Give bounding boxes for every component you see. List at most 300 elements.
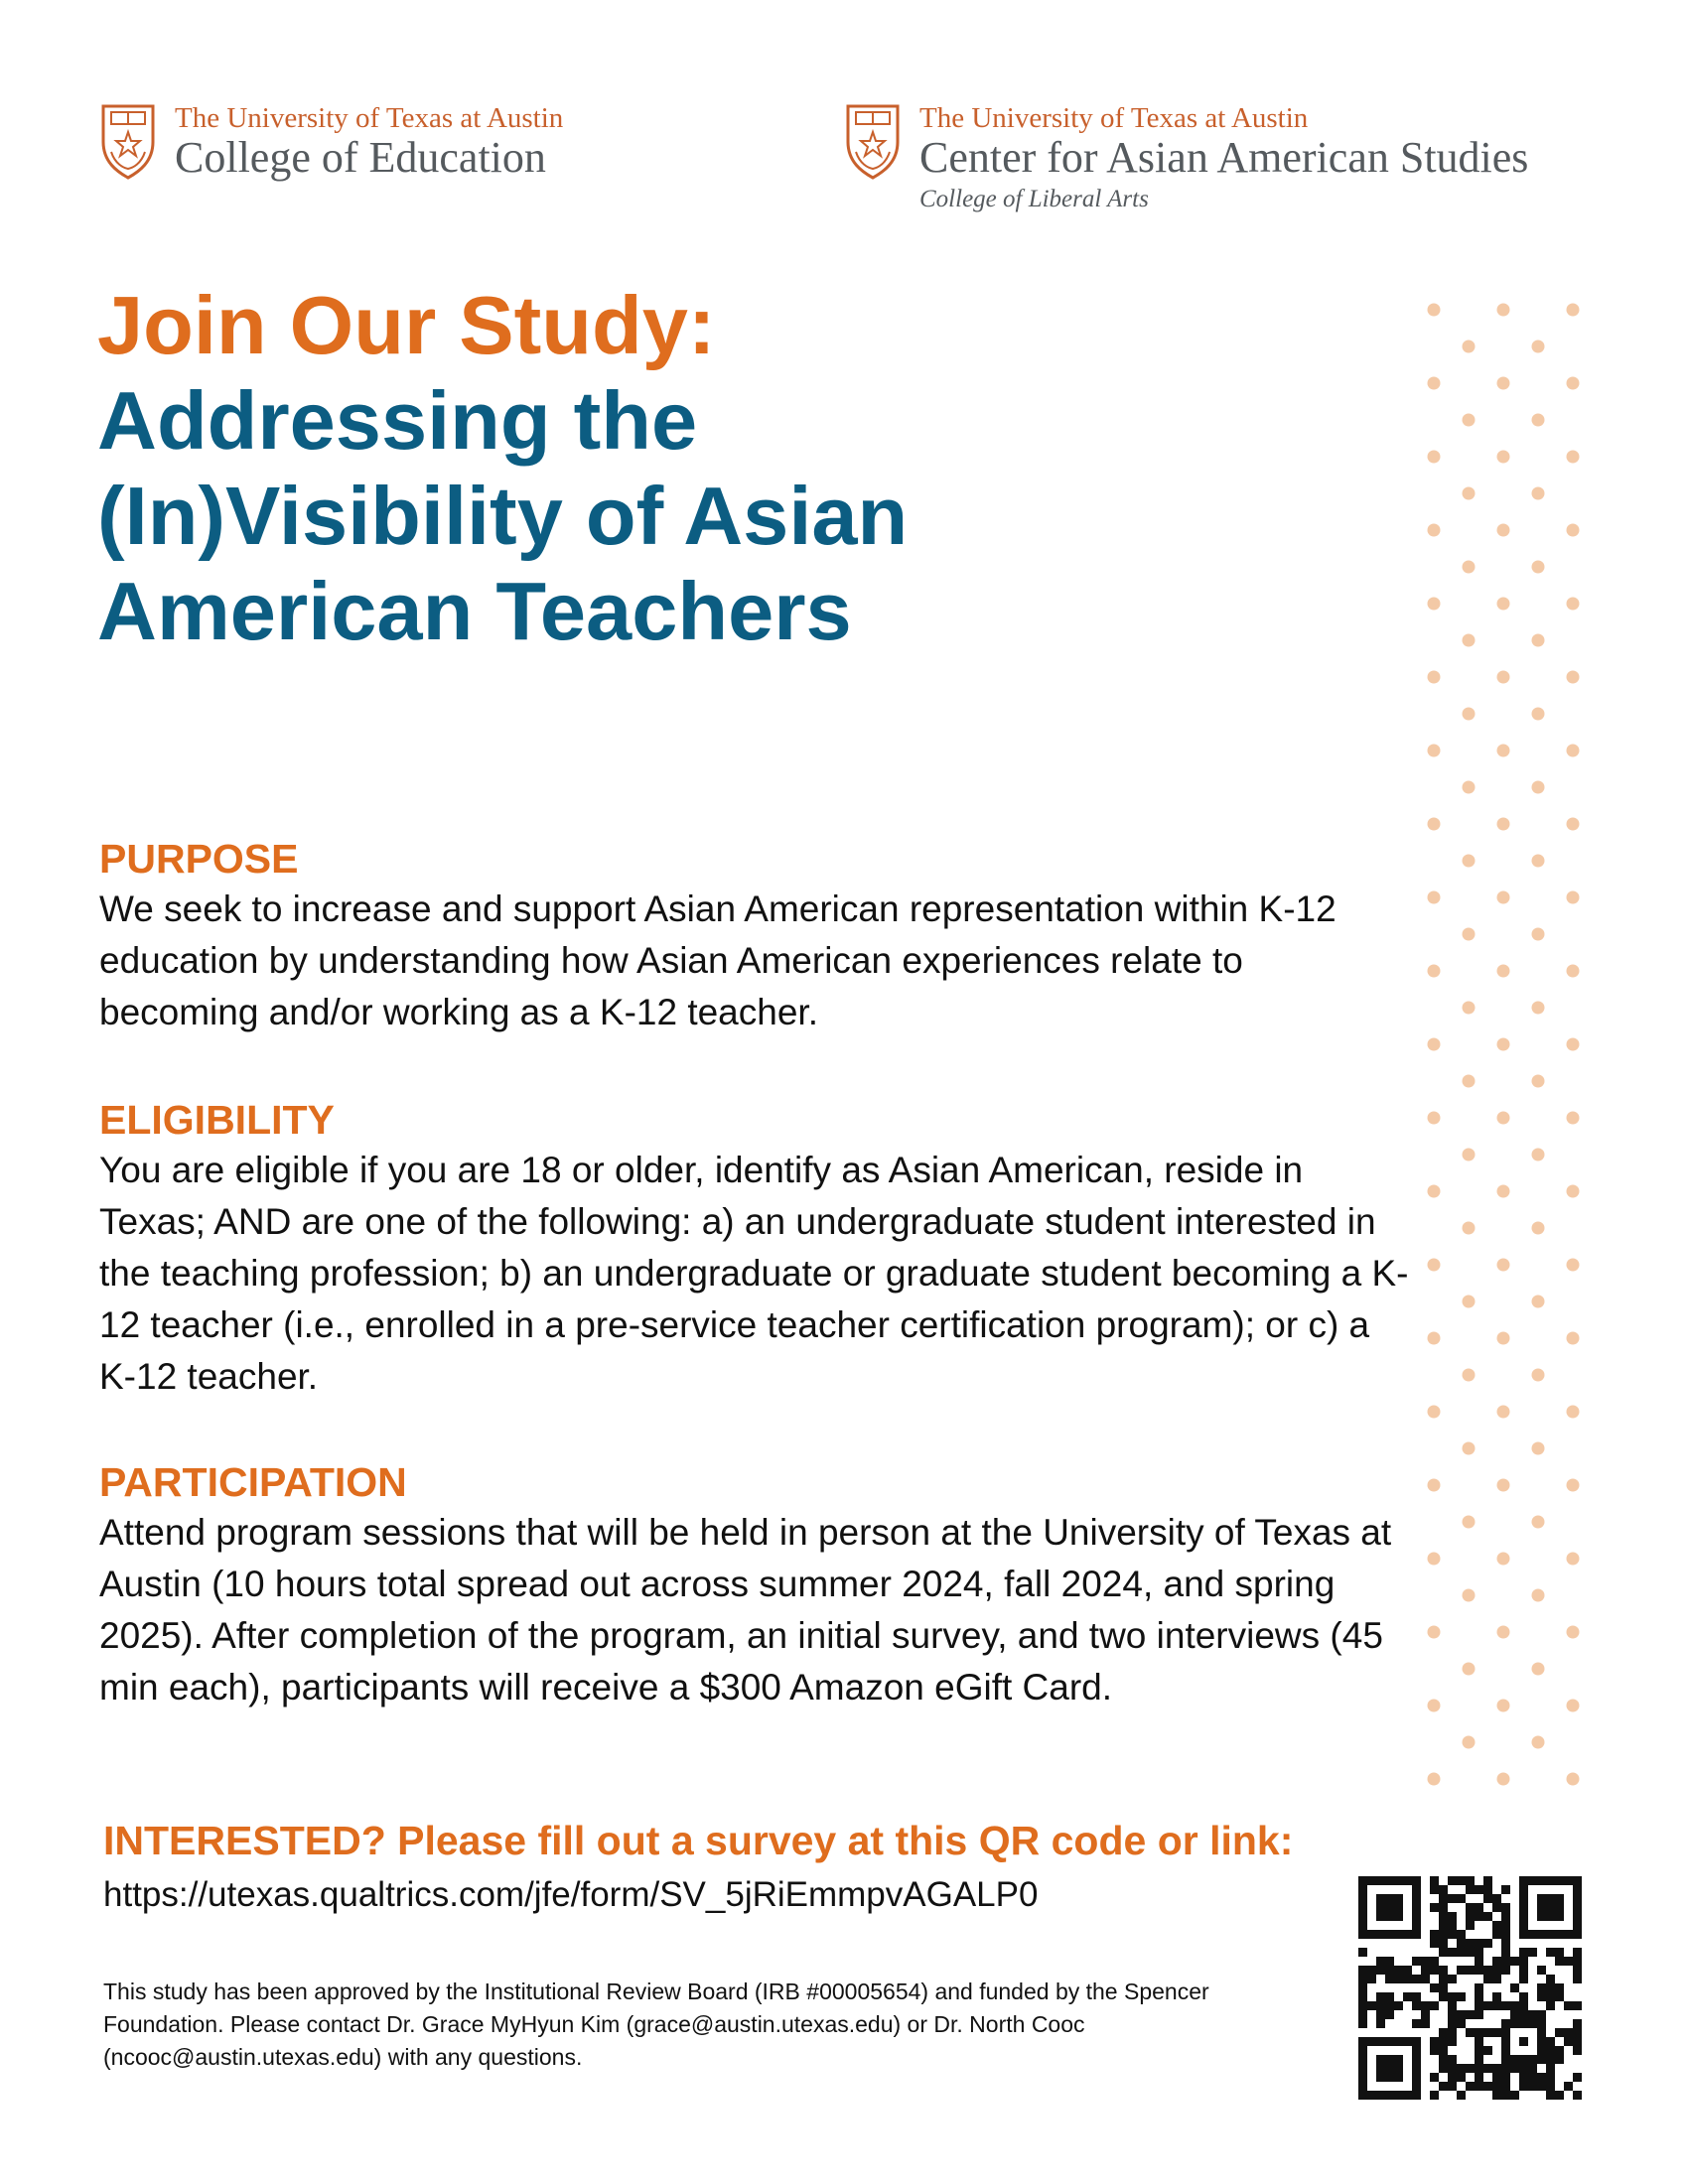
qr-module bbox=[1448, 1912, 1457, 1921]
qr-module bbox=[1475, 1885, 1483, 1894]
qr-module bbox=[1492, 1921, 1501, 1930]
ut-seal-icon bbox=[844, 102, 902, 180]
qr-module bbox=[1573, 2019, 1582, 2028]
decorative-dot bbox=[1567, 451, 1580, 464]
decorative-dot bbox=[1428, 1406, 1441, 1419]
logo-college-name: College of Education bbox=[175, 133, 546, 182]
qr-module bbox=[1439, 2028, 1448, 2037]
decorative-dot bbox=[1567, 1038, 1580, 1051]
decorative-dot bbox=[1463, 708, 1476, 721]
qr-module bbox=[1412, 1957, 1421, 1966]
qr-module bbox=[1430, 1939, 1439, 1948]
qr-module bbox=[1466, 1966, 1475, 1975]
qr-module bbox=[1555, 2055, 1564, 2064]
qr-module bbox=[1358, 1966, 1367, 1975]
qr-module bbox=[1573, 2028, 1582, 2037]
decorative-dot bbox=[1463, 1736, 1476, 1749]
logo-university-name: The University of Texas at Austin bbox=[919, 102, 1309, 134]
qr-module bbox=[1412, 1975, 1421, 1983]
qr-module bbox=[1439, 1921, 1448, 1930]
decorative-dot bbox=[1532, 1222, 1545, 1235]
interested-callout bbox=[103, 1815, 1344, 1921]
qr-module bbox=[1376, 1992, 1385, 2001]
qr-module bbox=[1448, 2001, 1457, 2010]
qr-module bbox=[1483, 1975, 1492, 1983]
qr-module bbox=[1448, 2010, 1457, 2019]
decorative-dot bbox=[1463, 1663, 1476, 1676]
decorative-dot-pattern bbox=[1420, 298, 1589, 1807]
qr-module bbox=[1385, 2010, 1394, 2019]
qr-module bbox=[1501, 1939, 1510, 1948]
qr-module bbox=[1439, 1992, 1448, 2001]
qr-module bbox=[1546, 1992, 1555, 2001]
decorative-dot bbox=[1428, 818, 1441, 831]
qr-module bbox=[1421, 1975, 1430, 1983]
qr-module bbox=[1573, 1948, 1582, 1957]
qr-module bbox=[1492, 1903, 1501, 1912]
decorative-dot bbox=[1567, 598, 1580, 611]
decorative-dot bbox=[1567, 1406, 1580, 1419]
qr-module bbox=[1573, 2001, 1582, 2010]
qr-module bbox=[1555, 2091, 1564, 2100]
qr-module bbox=[1519, 1966, 1528, 1975]
qr-module bbox=[1537, 2010, 1546, 2019]
qr-module bbox=[1403, 1992, 1412, 2001]
qr-module bbox=[1501, 2091, 1510, 2100]
qr-module bbox=[1439, 1903, 1448, 1912]
decorative-dot bbox=[1497, 1185, 1510, 1198]
logo-college-of-liberal-arts: College of Liberal Arts bbox=[919, 186, 1149, 212]
qr-module bbox=[1430, 2001, 1439, 2010]
decorative-dot bbox=[1428, 598, 1441, 611]
title-line-4: American Teachers bbox=[97, 565, 852, 657]
qr-module bbox=[1501, 2073, 1510, 2082]
qr-module bbox=[1376, 2001, 1385, 2010]
qr-module bbox=[1430, 1930, 1439, 1939]
qr-module bbox=[1510, 1983, 1519, 1992]
qr-module bbox=[1466, 1903, 1475, 1912]
qr-module bbox=[1457, 2019, 1466, 2028]
qr-module bbox=[1510, 2091, 1519, 2100]
qr-module bbox=[1430, 1885, 1439, 1894]
qr-module bbox=[1483, 2082, 1492, 2091]
qr-module bbox=[1448, 1921, 1457, 1930]
qr-module bbox=[1492, 2073, 1501, 2082]
decorative-dot bbox=[1532, 708, 1545, 721]
qr-module bbox=[1573, 1975, 1582, 1983]
qr-module bbox=[1457, 1894, 1466, 1903]
qr-module bbox=[1439, 1894, 1448, 1903]
qr-finder-pattern bbox=[1537, 1894, 1564, 1921]
qr-module bbox=[1510, 2010, 1519, 2019]
qr-module bbox=[1475, 2055, 1483, 2064]
decorative-dot bbox=[1463, 1002, 1476, 1015]
qr-module bbox=[1448, 1975, 1457, 1983]
qr-finder-pattern bbox=[1376, 2055, 1403, 2082]
qr-module bbox=[1546, 2082, 1555, 2091]
qr-module bbox=[1537, 1983, 1546, 1992]
decorative-dot bbox=[1497, 1553, 1510, 1566]
decorative-dot bbox=[1497, 1112, 1510, 1125]
qr-module bbox=[1394, 1966, 1403, 1975]
qr-module bbox=[1376, 1966, 1385, 1975]
qr-module bbox=[1475, 1992, 1483, 2001]
decorative-dot bbox=[1497, 598, 1510, 611]
qr-module bbox=[1421, 2019, 1430, 2028]
qr-module bbox=[1475, 1948, 1483, 1957]
qr-module bbox=[1555, 2028, 1564, 2037]
decorative-dot bbox=[1532, 1736, 1545, 1749]
decorative-dot bbox=[1567, 1553, 1580, 1566]
qr-module bbox=[1564, 2001, 1573, 2010]
qr-module bbox=[1448, 1876, 1457, 1885]
decorative-dot bbox=[1497, 451, 1510, 464]
qr-module bbox=[1448, 2073, 1457, 2082]
decorative-dot bbox=[1463, 1516, 1476, 1529]
qr-module bbox=[1439, 1983, 1448, 1992]
qr-module bbox=[1573, 2073, 1582, 2082]
decorative-dot bbox=[1532, 487, 1545, 500]
decorative-dot bbox=[1532, 1516, 1545, 1529]
qr-module bbox=[1430, 2037, 1439, 2046]
qr-module bbox=[1546, 2037, 1555, 2046]
qr-module bbox=[1376, 1957, 1385, 1966]
qr-module bbox=[1483, 1876, 1492, 1885]
qr-module bbox=[1376, 2019, 1385, 2028]
decorative-dot bbox=[1497, 1773, 1510, 1786]
qr-module bbox=[1421, 2001, 1430, 2010]
qr-module bbox=[1501, 1885, 1510, 1894]
qr-module bbox=[1519, 2010, 1528, 2019]
decorative-dot bbox=[1428, 1479, 1441, 1492]
qr-module bbox=[1564, 2082, 1573, 2091]
eligibility-heading: ELIGIBILITY bbox=[99, 1097, 335, 1143]
decorative-dot bbox=[1567, 1259, 1580, 1272]
title-line-3: (In)Visibility of Asian bbox=[97, 470, 909, 562]
qr-module bbox=[1492, 2091, 1501, 2100]
qr-module bbox=[1564, 2028, 1573, 2037]
qr-module bbox=[1573, 2046, 1582, 2055]
decorative-dot bbox=[1497, 1700, 1510, 1712]
qr-module bbox=[1546, 2073, 1555, 2082]
qr-module bbox=[1501, 1957, 1510, 1966]
qr-module bbox=[1546, 1948, 1555, 1957]
decorative-dot bbox=[1532, 1002, 1545, 1015]
title-line-2: Addressing the bbox=[97, 374, 698, 467]
qr-module bbox=[1421, 1966, 1430, 1975]
decorative-dot bbox=[1532, 1663, 1545, 1676]
decorative-dot bbox=[1428, 1700, 1441, 1712]
qr-module bbox=[1519, 2064, 1528, 2073]
qr-code[interactable] bbox=[1358, 1876, 1582, 2100]
qr-module bbox=[1519, 2001, 1528, 2010]
decorative-dot bbox=[1532, 781, 1545, 794]
qr-module bbox=[1385, 1975, 1394, 1983]
decorative-dot bbox=[1567, 671, 1580, 684]
qr-module bbox=[1358, 2010, 1367, 2019]
qr-module bbox=[1483, 2028, 1492, 2037]
decorative-dot bbox=[1428, 965, 1441, 978]
qr-module bbox=[1573, 2091, 1582, 2100]
qr-module bbox=[1573, 2037, 1582, 2046]
decorative-dot bbox=[1428, 451, 1441, 464]
qr-module bbox=[1537, 1992, 1546, 2001]
qr-module bbox=[1492, 1992, 1501, 2001]
qr-module bbox=[1466, 2028, 1475, 2037]
qr-module bbox=[1385, 2001, 1394, 2010]
qr-module bbox=[1421, 2010, 1430, 2019]
qr-module bbox=[1466, 1939, 1475, 1948]
decorative-dot bbox=[1532, 855, 1545, 868]
ut-seal-icon bbox=[99, 102, 157, 180]
decorative-dot bbox=[1463, 781, 1476, 794]
qr-module bbox=[1483, 1912, 1492, 1921]
decorative-dot bbox=[1497, 1259, 1510, 1272]
qr-module bbox=[1394, 2001, 1403, 2010]
irb-footnote: This study has been approved by the Institutional Review Board (IRB #00005654) and funded by the Spencer Foundation. Please contact Dr. Grace MyHyun Kim (grace@austin.utexas.edu) or Dr. North Cooc (ncooc@austin.utexas.edu) with any questions. bbox=[103, 1979, 1209, 2070]
qr-module bbox=[1457, 1930, 1466, 1939]
qr-module bbox=[1439, 1948, 1448, 1957]
qr-module bbox=[1448, 2082, 1457, 2091]
decorative-dot bbox=[1428, 1112, 1441, 1125]
decorative-dot bbox=[1532, 341, 1545, 353]
qr-module bbox=[1501, 2064, 1510, 2073]
decorative-dot bbox=[1532, 1589, 1545, 1602]
participation-section bbox=[99, 1457, 1410, 1713]
qr-module bbox=[1564, 2037, 1573, 2046]
decorative-dot bbox=[1463, 855, 1476, 868]
qr-module bbox=[1546, 2046, 1555, 2055]
decorative-dot bbox=[1497, 524, 1510, 537]
qr-module bbox=[1439, 1966, 1448, 1975]
qr-module bbox=[1546, 2001, 1555, 2010]
decorative-dot bbox=[1567, 524, 1580, 537]
qr-module bbox=[1475, 2046, 1483, 2055]
qr-module bbox=[1537, 2073, 1546, 2082]
eligibility-body: You are eligible if you are 18 or older, identify as Asian American, reside in Texas; AND are one of the following: a) an undergraduate student interested in the teaching profession; b) an undergraduate or graduate student becoming a K-12 teacher (i.e., enrolled in a pre-service teacher certification program); or c) a K-12 teacher. bbox=[99, 1150, 1409, 1397]
decorative-dot bbox=[1567, 1626, 1580, 1639]
decorative-dot bbox=[1428, 1259, 1441, 1272]
decorative-dot bbox=[1532, 1149, 1545, 1161]
center-asian-american-studies-logo bbox=[844, 102, 1528, 217]
qr-module bbox=[1492, 1930, 1501, 1939]
purpose-section bbox=[99, 834, 1400, 1038]
qr-module bbox=[1475, 2037, 1483, 2046]
purpose-heading: PURPOSE bbox=[99, 836, 299, 882]
qr-module bbox=[1519, 1992, 1528, 2001]
eligibility-section bbox=[99, 1095, 1410, 1403]
qr-module bbox=[1483, 1885, 1492, 1894]
qr-module bbox=[1475, 2082, 1483, 2091]
decorative-dot bbox=[1497, 1038, 1510, 1051]
decorative-dot bbox=[1463, 928, 1476, 941]
qr-module bbox=[1457, 1939, 1466, 1948]
decorative-dot bbox=[1428, 1332, 1441, 1345]
qr-module bbox=[1528, 2073, 1537, 2082]
qr-module bbox=[1385, 1992, 1394, 2001]
qr-module bbox=[1412, 1992, 1421, 2001]
qr-module bbox=[1430, 1957, 1439, 1966]
page-title bbox=[97, 278, 908, 659]
qr-module bbox=[1528, 2010, 1537, 2019]
qr-module bbox=[1466, 1885, 1475, 1894]
decorative-dot bbox=[1567, 745, 1580, 757]
decorative-dot bbox=[1497, 377, 1510, 390]
qr-module bbox=[1546, 2064, 1555, 2073]
decorative-dot bbox=[1428, 1773, 1441, 1786]
qr-module bbox=[1475, 2001, 1483, 2010]
qr-module bbox=[1501, 1966, 1510, 1975]
qr-module bbox=[1528, 2064, 1537, 2073]
qr-module bbox=[1430, 2073, 1439, 2082]
decorative-dot bbox=[1463, 1149, 1476, 1161]
qr-module bbox=[1430, 1966, 1439, 1975]
qr-module bbox=[1367, 2001, 1376, 2010]
qr-module bbox=[1501, 1930, 1510, 1939]
survey-link[interactable]: https://utexas.qualtrics.com/jfe/form/SV_5jRiEmmpvAGALP0 bbox=[103, 1875, 1039, 1914]
decorative-dot bbox=[1463, 1442, 1476, 1455]
qr-module bbox=[1492, 2064, 1501, 2073]
qr-module bbox=[1457, 1966, 1466, 1975]
qr-module bbox=[1448, 2019, 1457, 2028]
qr-module bbox=[1555, 1983, 1564, 1992]
qr-module bbox=[1501, 2001, 1510, 2010]
qr-module bbox=[1457, 2091, 1466, 2100]
decorative-dot bbox=[1497, 1626, 1510, 1639]
decorative-dot bbox=[1567, 818, 1580, 831]
decorative-dot bbox=[1532, 1075, 1545, 1088]
qr-module bbox=[1394, 1975, 1403, 1983]
decorative-dot bbox=[1567, 1773, 1580, 1786]
qr-module bbox=[1439, 2046, 1448, 2055]
decorative-dot bbox=[1463, 1222, 1476, 1235]
decorative-dot bbox=[1497, 1332, 1510, 1345]
qr-module bbox=[1501, 2082, 1510, 2091]
qr-module bbox=[1475, 1983, 1483, 1992]
decorative-dot bbox=[1497, 965, 1510, 978]
qr-module bbox=[1376, 2010, 1385, 2019]
purpose-body: We seek to increase and support Asian American representation within K-12 education by understanding how Asian American experiences relate to becoming and/or working as a K-12 teacher. bbox=[99, 888, 1336, 1032]
decorative-dot bbox=[1532, 1442, 1545, 1455]
decorative-dot bbox=[1463, 1296, 1476, 1308]
qr-module bbox=[1475, 2073, 1483, 2082]
participation-heading: PARTICIPATION bbox=[99, 1459, 407, 1505]
qr-module bbox=[1457, 2064, 1466, 2073]
qr-module bbox=[1519, 2082, 1528, 2091]
decorative-dot bbox=[1497, 891, 1510, 904]
decorative-dot bbox=[1463, 1589, 1476, 1602]
qr-module bbox=[1573, 1957, 1582, 1966]
qr-module bbox=[1492, 2028, 1501, 2037]
decorative-dot bbox=[1497, 818, 1510, 831]
qr-module bbox=[1519, 1975, 1528, 1983]
qr-module bbox=[1483, 2001, 1492, 2010]
qr-module bbox=[1519, 1957, 1528, 1966]
decorative-dot bbox=[1567, 377, 1580, 390]
title-line-1: Join Our Study: bbox=[97, 279, 716, 371]
decorative-dot bbox=[1532, 634, 1545, 647]
qr-module bbox=[1466, 2082, 1475, 2091]
qr-module bbox=[1466, 1921, 1475, 1930]
qr-module bbox=[1403, 1966, 1412, 1975]
decorative-dot bbox=[1428, 1185, 1441, 1198]
logo-center-name: Center for Asian American Studies bbox=[919, 133, 1529, 182]
qr-module bbox=[1439, 1975, 1448, 1983]
decorative-dot bbox=[1428, 745, 1441, 757]
qr-module bbox=[1466, 1876, 1475, 1885]
decorative-dot bbox=[1428, 671, 1441, 684]
qr-module bbox=[1358, 1948, 1367, 1957]
qr-module bbox=[1448, 2028, 1457, 2037]
qr-module bbox=[1448, 2055, 1457, 2064]
decorative-dot bbox=[1497, 1406, 1510, 1419]
decorative-dot bbox=[1567, 1112, 1580, 1125]
qr-module bbox=[1430, 1876, 1439, 1885]
qr-module bbox=[1475, 1939, 1483, 1948]
qr-module bbox=[1439, 1939, 1448, 1948]
qr-module bbox=[1448, 2037, 1457, 2046]
decorative-dot bbox=[1532, 1369, 1545, 1382]
qr-module bbox=[1457, 1948, 1466, 1957]
qr-module bbox=[1430, 1903, 1439, 1912]
qr-module bbox=[1483, 2046, 1492, 2055]
decorative-dot bbox=[1567, 1479, 1580, 1492]
qr-module bbox=[1555, 2046, 1564, 2055]
qr-module bbox=[1412, 2001, 1421, 2010]
qr-module bbox=[1457, 2073, 1466, 2082]
decorative-dot bbox=[1567, 965, 1580, 978]
qr-finder-pattern bbox=[1376, 1894, 1403, 1921]
qr-module bbox=[1510, 2064, 1519, 2073]
qr-module bbox=[1483, 1939, 1492, 1948]
qr-module bbox=[1457, 1876, 1466, 1885]
qr-module bbox=[1439, 2082, 1448, 2091]
qr-module bbox=[1448, 1930, 1457, 1939]
decorative-dot bbox=[1532, 928, 1545, 941]
decorative-dot bbox=[1463, 414, 1476, 427]
qr-module bbox=[1555, 1957, 1564, 1966]
qr-module bbox=[1385, 1957, 1394, 1966]
qr-module bbox=[1546, 2055, 1555, 2064]
decorative-dot bbox=[1463, 634, 1476, 647]
decorative-dot bbox=[1567, 891, 1580, 904]
qr-module bbox=[1475, 1912, 1483, 1921]
decorative-dot bbox=[1428, 524, 1441, 537]
decorative-dot bbox=[1463, 1075, 1476, 1088]
qr-module bbox=[1430, 1983, 1439, 1992]
decorative-dot bbox=[1428, 1626, 1441, 1639]
qr-module bbox=[1358, 2019, 1367, 2028]
decorative-dot bbox=[1428, 1553, 1441, 1566]
qr-module bbox=[1492, 1957, 1501, 1966]
qr-module bbox=[1546, 2091, 1555, 2100]
qr-module bbox=[1358, 1975, 1367, 1983]
decorative-dot bbox=[1463, 1369, 1476, 1382]
qr-module bbox=[1475, 1957, 1483, 1966]
qr-alignment-pattern bbox=[1519, 2037, 1528, 2046]
qr-module bbox=[1439, 2037, 1448, 2046]
decorative-dot bbox=[1497, 304, 1510, 317]
qr-module bbox=[1475, 2010, 1483, 2019]
decorative-dot bbox=[1567, 304, 1580, 317]
qr-module bbox=[1492, 2082, 1501, 2091]
decorative-dot bbox=[1463, 561, 1476, 574]
qr-module bbox=[1358, 1983, 1367, 1992]
qr-module bbox=[1430, 2091, 1439, 2100]
decorative-dot bbox=[1497, 745, 1510, 757]
qr-module bbox=[1466, 2064, 1475, 2073]
qr-module bbox=[1501, 1921, 1510, 1930]
